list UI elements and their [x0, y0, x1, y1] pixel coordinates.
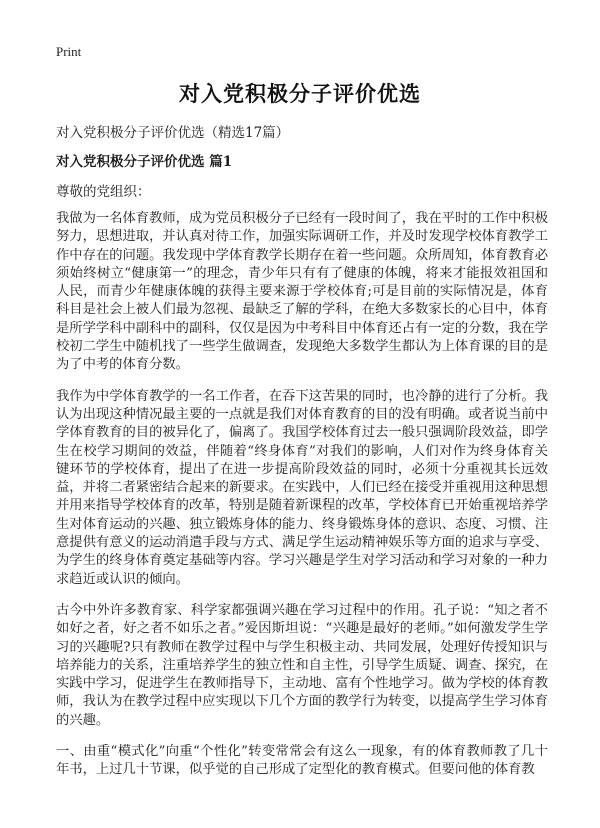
- document-title: 对入党积极分子评价优选: [179, 81, 421, 106]
- paragraph-3: 古今中外许多教育家、科学家都强调兴趣在学习过程中的作用。孔子说：“知之者不如好之者，好之者不如乐之者。”爱因斯坦说：“兴趣是最好的老师。”如何激发学生学习的兴趣呢?只有教师在教学过程中与学生积极主动、共同发展，处理好传授知识与培养能力的关系，注重培养学生的独立性和自主性，引导学生质疑、调查、探究，在实践中学习，促进学生在教师指导下，主动地、富有个性地学习。做为学校的体育教师，我认为在教学过程中应实现以下几个方面的教学行为转变，以提高学生学习体育的兴趣。: [56, 602, 548, 728]
- print-label: Print: [56, 44, 82, 59]
- section-heading: 对入党积极分子评价优选 篇1: [56, 154, 233, 170]
- document-subtitle: 对入党积极分子评价优选（精选17篇）: [56, 125, 290, 141]
- paragraph-2: 我作为中学体育教学的一名工作者，在吞下这苦果的同时，也冷静的进行了分析。我认为出现这种情况最主要的一点就是我们对体育教育的目的没有明确。或者说当前中学体育教育的目的被异化了，偏离了。我国学校体育过去一般只强调阶段效益，即学生在校学习期间的效益，伴随着“终身体育”对我们的影响，人们对作为终身体育关键环节的学校体育，提出了在进一步提高阶段效益的同时，必须十分重视其长远效益，并将二者紧密结合起来的新要求。在实践中，人们已经在接受并重视用这种思想并用来指导学校体育的改革，特别是随着新课程的改革，学校体育已开始重视培养学生对体育运动的兴趣、独立锻炼身体的能力、终身锻炼身体的意识、态度、习惯、注意提供有意义的运动消遣手段与方式、满足学生运动精神娱乐等方面的追求与享受、为学生的终身体育奠定基础等内容。学习兴趣是学生对学习活动和学习对象的一种力求趋近或认识的倾向。: [56, 388, 548, 587]
- greeting: 尊敬的党组织：: [56, 184, 151, 200]
- paragraph-1: 我做为一名体育教师，成为党员积极分子已经有一段时间了，我在平时的工作中积极努力，思想进取，并认真对待工作，加强实际调研工作，并及时发现学校体育教学工作中存在的问题。我发现中学体育教学长期存在着一些问题。众所周知，体育教育必须始终树立“健康第一”的理念，青少年只有有了健康的体魄，将来才能报效祖国和人民，而青少年健康体魄的获得主要来源于学校体育;可是目前的实际情况是，体育科目是社会上被人们最为忽视、最缺乏了解的学科，在绝大多数家长的心目中，体育是所学学科中副科中的副科，仅仅是因为中考科目中体育还占有一定的分数，我在学校初二学生中随机找了一些学生做调查，发现绝大多数学生都认为上体育课的目的是为了中考的体育分数。: [56, 211, 548, 373]
- body-text: [56, 210, 548, 793]
- paragraph-4: 一、由重“模式化”向重“个性化”转变常常会有这么一现象，有的体育教师教了几十年书，上过几十节课，似乎觉的自己形成了定型化的教育模式。但要问他的体育教: [56, 744, 548, 778]
